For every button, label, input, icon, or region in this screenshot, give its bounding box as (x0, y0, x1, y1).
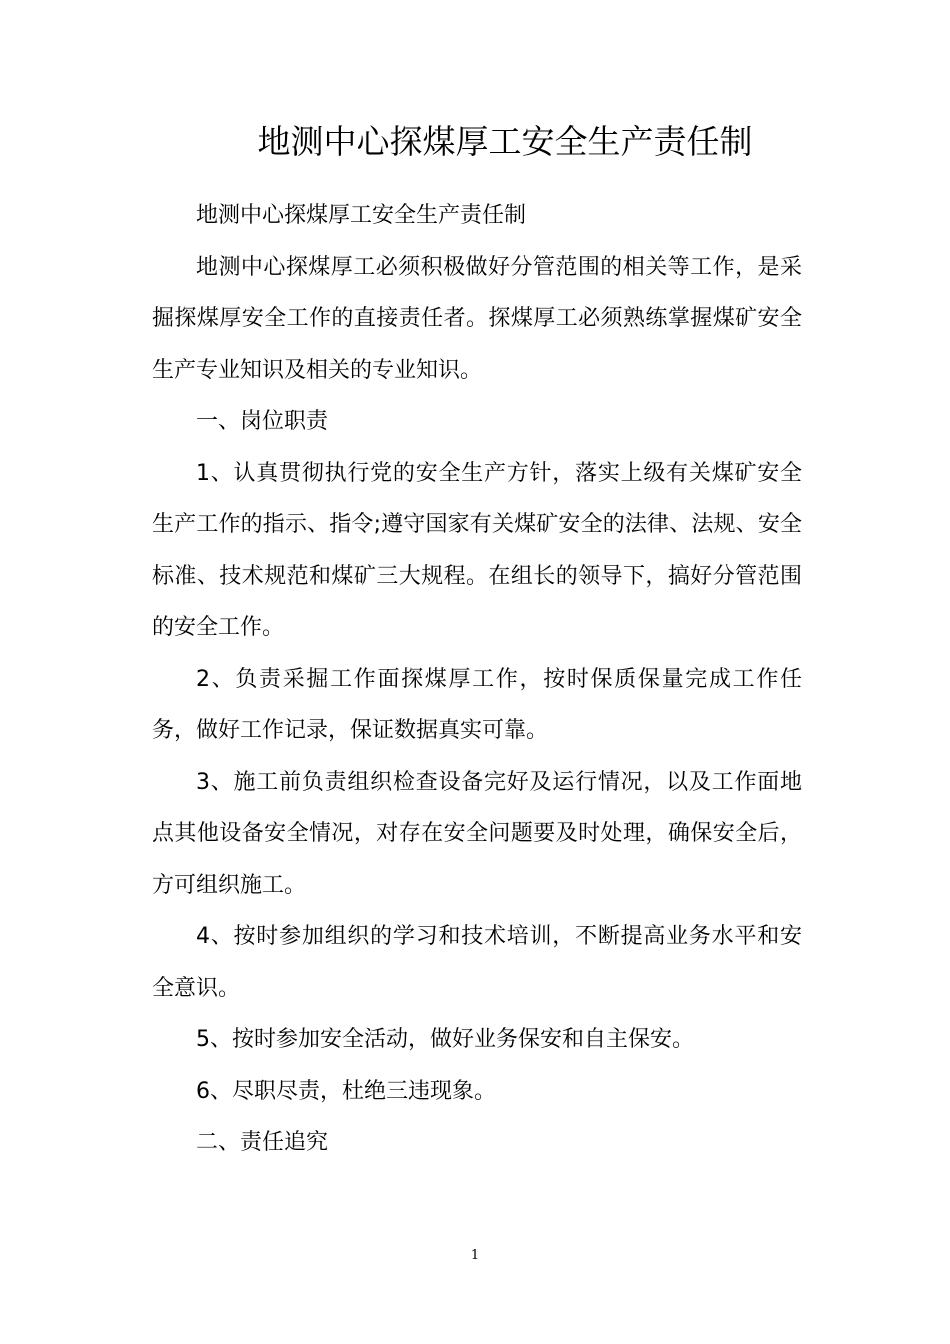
document-body (152, 190, 802, 1169)
duty-item-5: 5、按时参加安全活动，做好业务保安和自主保安。 (196, 1027, 694, 1052)
section-heading-accountability: 二、责任追究 (196, 1130, 329, 1155)
duty-item-4: 4、按时参加组织的学习和技术培训，不断提高业务水平和安全意识。 (152, 924, 802, 1001)
duty-item-1: 1、认真贯彻执行党的安全生产方针，落实上级有关煤矿安全生产工作的指示、指令;遵守国家有关煤矿安全的法律、法规、安全标准、技术规范和煤矿三大规程。在组长的领导下，搞好分管范围的安全工作。 (152, 460, 802, 640)
duty-item-6: 6、尽职尽责，杜绝三违现象。 (196, 1078, 496, 1104)
duty-item-3: 3、施工前负责组织检查设备完好及运行情况，以及工作面地点其他设备安全情况，对存在安全问题要及时处理，确保安全后，方可组织施工。 (152, 769, 802, 898)
duty-item-2: 2、负责采掘工作面探煤厚工作，按时保质保量完成工作任务，做好工作记录，保证数据真实可靠。 (152, 666, 802, 743)
paragraph-intro: 地测中心探煤厚工必须积极做好分管范围的相关等工作，是采掘探煤厚安全工作的直接责任者。探煤厚工必须熟练掌握煤矿安全生产专业知识及相关的专业知识。 (152, 254, 802, 383)
paragraph-subtitle: 地测中心探煤厚工安全生产责任制 (196, 203, 527, 228)
document-title: 地测中心探煤厚工安全生产责任制 (257, 122, 753, 161)
page-number: 1 (470, 1248, 480, 1263)
section-heading-duties: 一、岗位职责 (196, 409, 329, 434)
